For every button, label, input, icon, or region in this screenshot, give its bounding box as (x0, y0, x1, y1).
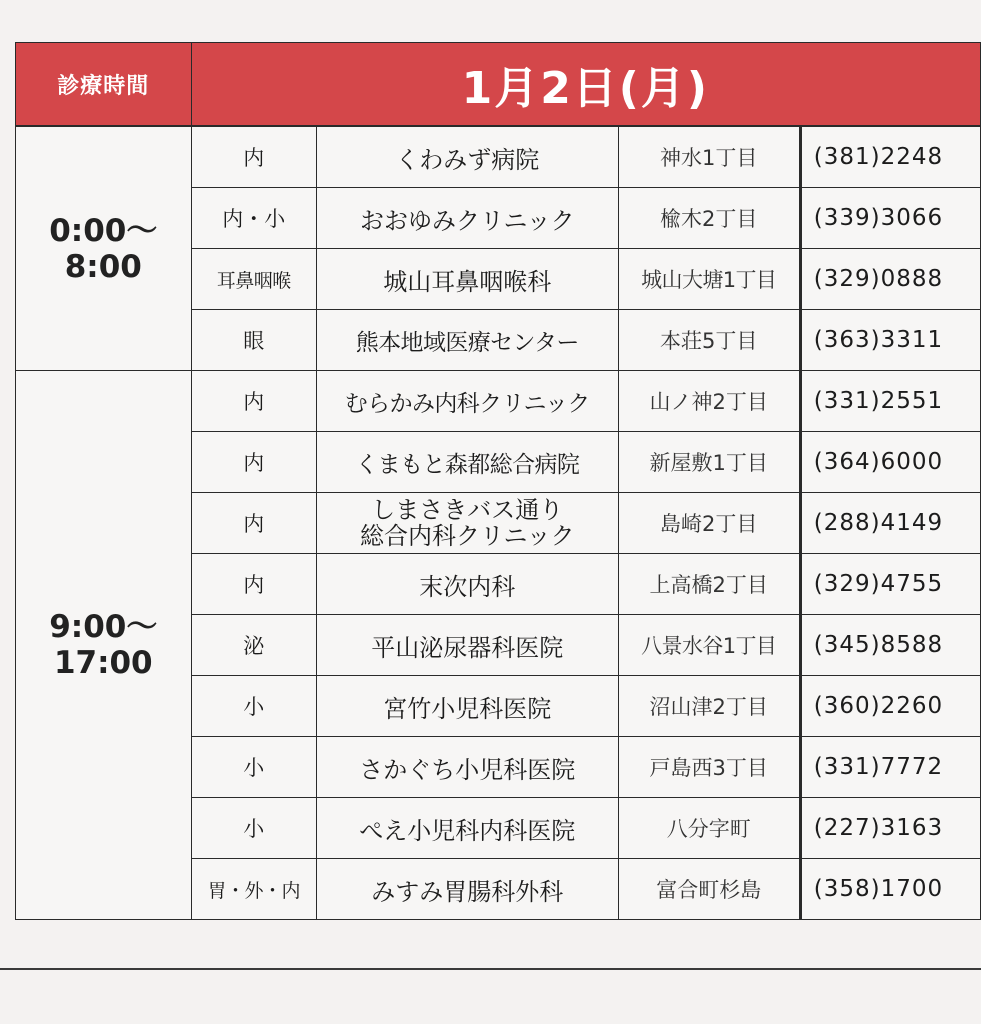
department-cell: 内・小 (191, 188, 316, 249)
department-cell: 内 (191, 554, 316, 615)
time-slot-night (16, 126, 192, 371)
clinic-name-line: しまさきバス通り (371, 496, 564, 524)
department-cell: 内 (191, 126, 316, 188)
department-cell: 内 (191, 493, 316, 554)
phone-cell: (363)3311 (800, 310, 980, 371)
clinic-name-cell: 末次内科 (316, 554, 618, 615)
address-cell: 上高橋2丁目 (618, 554, 800, 615)
date-header: 1月2日(月) (191, 43, 980, 127)
clinic-name-cell: 城山耳鼻咽喉科 (316, 249, 618, 310)
page-divider-line (0, 968, 981, 970)
department-cell: 小 (191, 737, 316, 798)
time-slot-end: 8:00 (64, 248, 142, 285)
time-slot-day (16, 371, 192, 920)
clinic-name-cell: ぺえ小児科内科医院 (316, 798, 618, 859)
phone-cell: (288)4149 (800, 493, 980, 554)
hours-header-label: 診療時間 (16, 43, 192, 127)
clinic-name-cell: みすみ胃腸科外科 (316, 859, 618, 920)
clinic-name-cell: おおゆみクリニック (316, 188, 618, 249)
address-cell: 島崎2丁目 (618, 493, 800, 554)
time-slot-end: 17:00 (53, 645, 153, 681)
phone-cell: (339)3066 (800, 188, 980, 249)
address-cell: 新屋敷1丁目 (618, 432, 800, 493)
phone-cell: (360)2260 (800, 676, 980, 737)
clinic-name-cell: 宮竹小児科医院 (316, 676, 618, 737)
department-cell: 内 (191, 371, 316, 432)
address-cell: 神水1丁目 (618, 126, 800, 188)
department-cell: 泌 (191, 615, 316, 676)
address-cell: 本荘5丁目 (618, 310, 800, 371)
clinic-name-cell: 熊本地域医療センター (316, 310, 618, 371)
time-slot-start: 9:00〜 (49, 609, 158, 645)
phone-cell: (331)7772 (800, 737, 980, 798)
clinic-name-cell: くまもと森都総合病院 (316, 432, 618, 493)
address-cell: 楡木2丁目 (618, 188, 800, 249)
phone-cell: (331)2551 (800, 371, 980, 432)
address-cell: 戸島西3丁目 (618, 737, 800, 798)
address-cell: 城山大塘1丁目 (618, 249, 800, 310)
phone-cell: (227)3163 (800, 798, 980, 859)
holiday-clinic-schedule-table (15, 42, 981, 920)
department-cell: 小 (191, 798, 316, 859)
phone-cell: (358)1700 (800, 859, 980, 920)
phone-cell: (345)8588 (800, 615, 980, 676)
table-row (16, 371, 981, 432)
clinic-name-cell: くわみず病院 (316, 126, 618, 188)
address-cell: 沼山津2丁目 (618, 676, 800, 737)
phone-cell: (381)2248 (800, 126, 980, 188)
time-slot-start: 0:00〜 (49, 212, 158, 249)
address-cell: 八分字町 (618, 798, 800, 859)
phone-cell: (329)4755 (800, 554, 980, 615)
department-cell: 内 (191, 432, 316, 493)
department-cell: 耳鼻咽喉 (191, 249, 316, 310)
phone-cell: (329)0888 (800, 249, 980, 310)
address-cell: 富合町杉島 (618, 859, 800, 920)
department-cell: 小 (191, 676, 316, 737)
department-cell: 胃・外・内 (191, 859, 316, 920)
address-cell: 山ノ神2丁目 (618, 371, 800, 432)
table-header-row (16, 43, 981, 127)
clinic-name-line: 総合内科クリニック (360, 522, 575, 550)
address-cell: 八景水谷1丁目 (618, 615, 800, 676)
department-cell: 眼 (191, 310, 316, 371)
clinic-name-cell: 平山泌尿器科医院 (316, 615, 618, 676)
clinic-name-cell (316, 493, 618, 554)
table-row (16, 126, 981, 188)
clinic-name-cell: むらかみ内科クリニック (316, 371, 618, 432)
phone-cell: (364)6000 (800, 432, 980, 493)
clinic-name-cell: さかぐち小児科医院 (316, 737, 618, 798)
